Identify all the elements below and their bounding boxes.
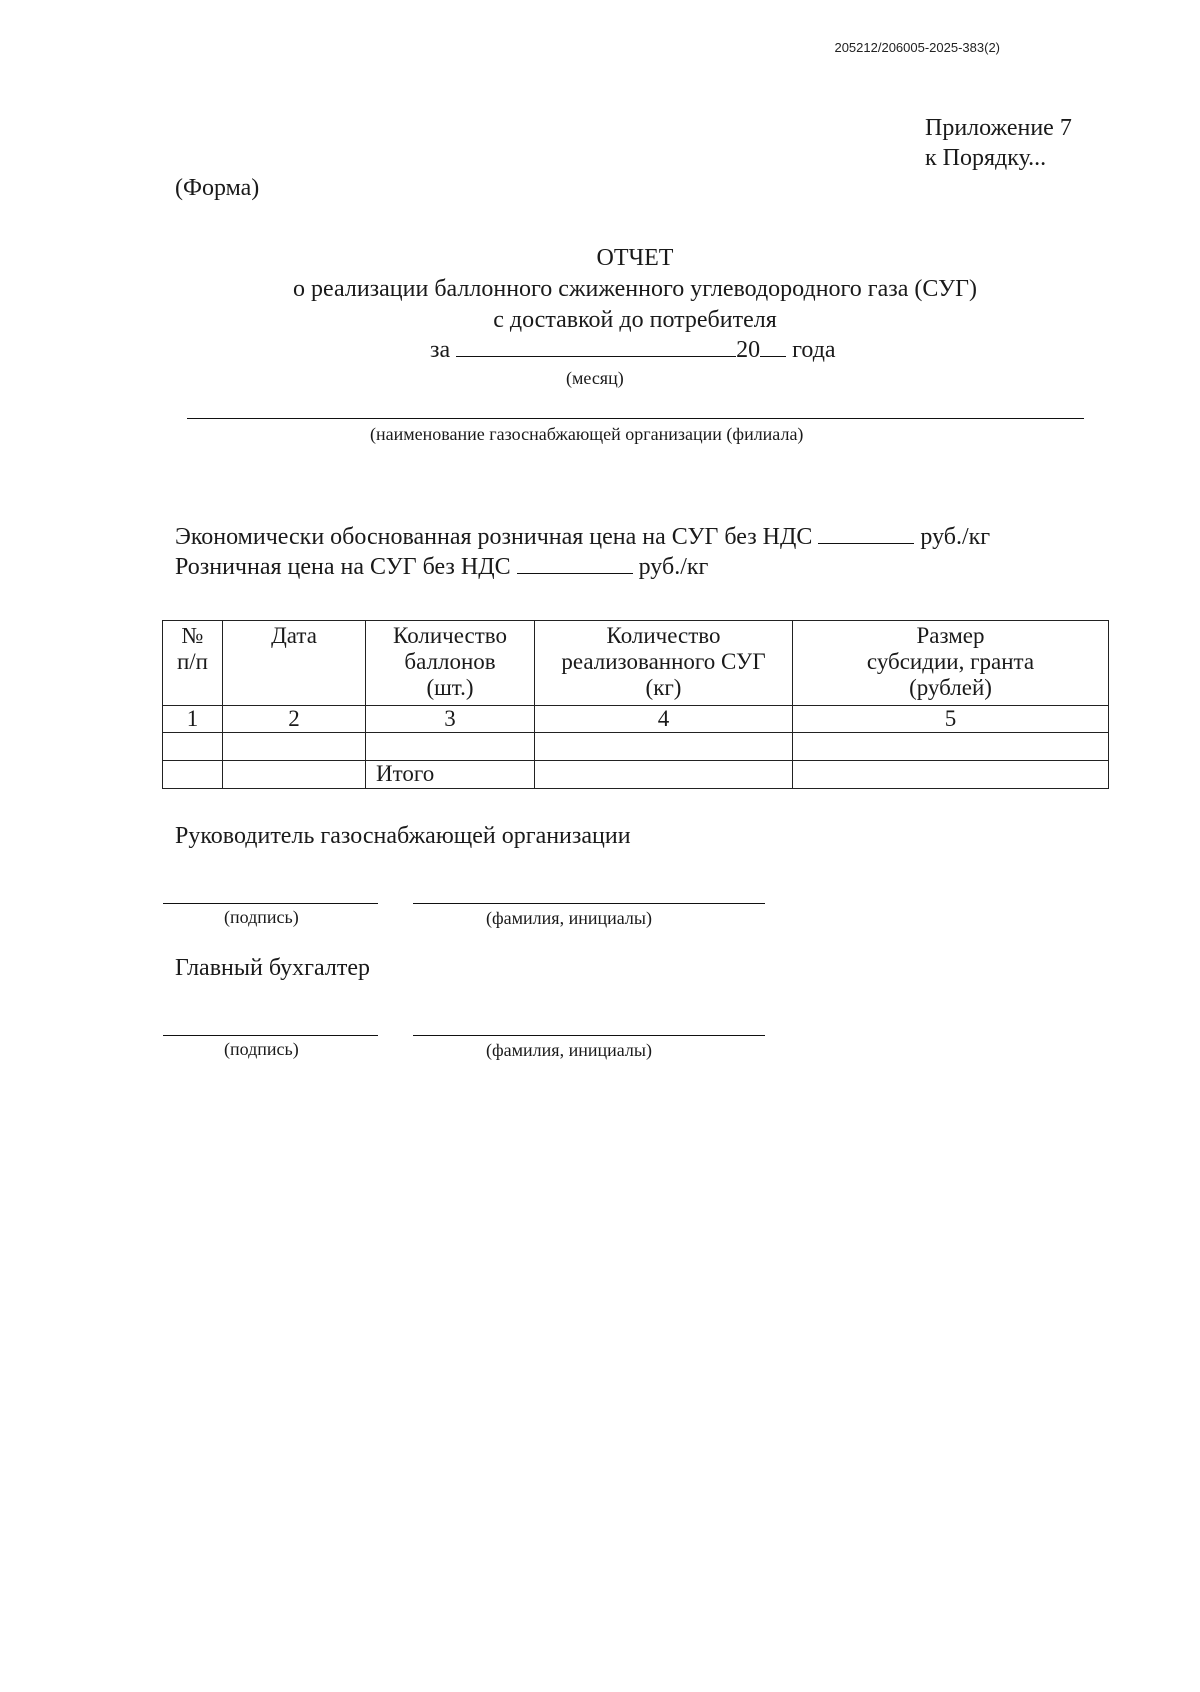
appendix-reference: [925, 113, 1072, 173]
title-line-3: с доставкой до потребителя: [493, 307, 777, 333]
head-name-caption: (фамилия, инициалы): [486, 908, 652, 928]
form-label: (Форма): [175, 175, 260, 201]
head-signature-line: [163, 903, 378, 904]
title-line-1: ОТЧЕТ: [596, 245, 674, 271]
head-signatory-title: Руководитель газоснабжающей организации: [175, 823, 631, 849]
month-caption: (месяц): [566, 368, 624, 388]
column-number: 1: [163, 706, 223, 733]
retail-price-blank: [517, 553, 633, 574]
table-header-row: [163, 621, 1109, 706]
table-cell: [793, 733, 1109, 761]
header-cell-date: Дата: [223, 621, 366, 706]
column-number: 4: [535, 706, 793, 733]
table-cell: [366, 733, 535, 761]
accountant-signature-line: [163, 1035, 378, 1036]
table-cell: [163, 733, 223, 761]
table-cell: [535, 733, 793, 761]
year-blank: [760, 336, 786, 357]
accountant-title: Главный бухгалтер: [175, 955, 370, 981]
economic-price-blank: [818, 523, 914, 544]
table-cell: [535, 761, 793, 789]
table-row: [163, 733, 1109, 761]
header-cell-number: № п/п: [163, 621, 223, 706]
month-blank: [456, 336, 736, 357]
accountant-name-line: [413, 1035, 765, 1036]
economic-price-label: Экономически обоснованная розничная цена на СУГ без НДС: [175, 524, 813, 550]
column-number: 3: [366, 706, 535, 733]
head-name-line: [413, 903, 765, 904]
organization-caption: (наименование газоснабжающей организации (филиала): [370, 424, 804, 444]
period-suffix: года: [792, 337, 836, 363]
economic-price-row: [175, 522, 990, 552]
column-number: 2: [223, 706, 366, 733]
table-cell: [793, 761, 1109, 789]
table-cell: [223, 733, 366, 761]
retail-price-row: [175, 552, 990, 582]
header-cell-subsidy: Размер субсидии, гранта (рублей): [793, 621, 1109, 706]
report-table: [162, 620, 1109, 789]
title-line-2: о реализации баллонного сжиженного углеводородного газа (СУГ): [293, 276, 977, 302]
price-section: [175, 522, 990, 582]
retail-price-unit: руб./кг: [638, 554, 709, 580]
header-cell-cylinders: Количество баллонов (шт.): [366, 621, 535, 706]
retail-price-label: Розничная цена на СУГ без НДС: [175, 554, 511, 580]
organization-name-line: [187, 418, 1084, 419]
total-label: Итого: [366, 761, 535, 789]
economic-price-unit: руб./кг: [920, 524, 991, 550]
header-cell-gas-quantity: Количество реализованного СУГ (кг): [535, 621, 793, 706]
appendix-line-2: к Порядку...: [925, 145, 1047, 171]
period-year: 20: [736, 337, 761, 363]
total-row: [163, 761, 1109, 789]
table-cell: [163, 761, 223, 789]
column-number: 5: [793, 706, 1109, 733]
column-number-row: [163, 706, 1109, 733]
document-number: 205212/206005-2025-383(2): [834, 40, 1000, 55]
period-line: [430, 336, 836, 364]
accountant-name-caption: (фамилия, инициалы): [486, 1040, 652, 1060]
appendix-line-1: Приложение 7: [925, 115, 1072, 141]
period-prefix: за: [430, 337, 451, 363]
accountant-signature-caption: (подпись): [224, 1039, 299, 1059]
table-cell: [223, 761, 366, 789]
report-title: [170, 243, 1100, 336]
head-signature-caption: (подпись): [224, 907, 299, 927]
